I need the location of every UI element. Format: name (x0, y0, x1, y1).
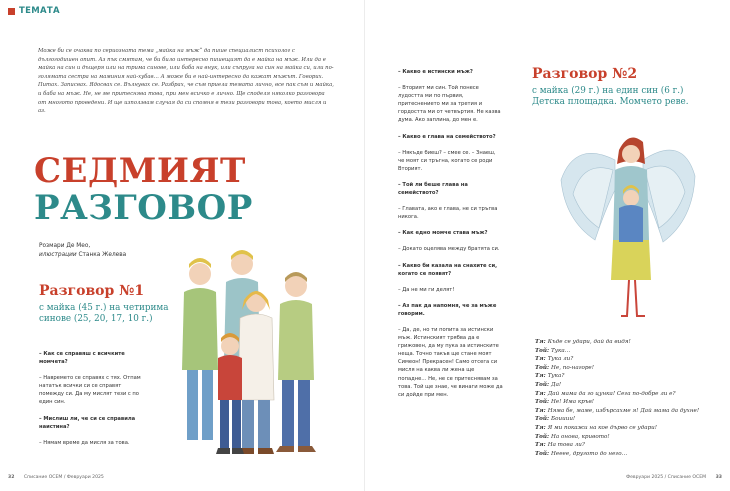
dialog-line (535, 398, 710, 407)
dialog-line (535, 372, 710, 381)
speaker: Той: (535, 399, 550, 406)
conversation-2-subtitle: с майка (29 г.) на един син (6 г.) Детска площадка. Момчето реве. (532, 86, 689, 107)
footer-left (8, 475, 104, 480)
conversation-1-subtitle: с майка (45 г.) на четирима синове (25, 20, 17, 10 г.) (39, 303, 169, 324)
line-text: Дай мама да го цунка! Сега по-добре ли е? (547, 390, 676, 397)
dialog-answer: – Някъде биеш? – смее се. – Знаеш, че моят си тръгна, когато се роди Вторият. (398, 149, 496, 172)
line-text: Няма бе, маме, избърсахме я! Дай мама да духне! (547, 407, 700, 414)
section-tag (8, 6, 60, 16)
dialog-line (535, 364, 710, 373)
speaker: Тя: (535, 407, 546, 414)
dialog-question: – Мислиш ли, че си се справила наистина? (39, 415, 136, 430)
illustrator-name: Станка Желева (78, 252, 127, 258)
dialog-line (535, 433, 710, 442)
illustrator-line (39, 251, 126, 260)
dialog-question: – Аз пак да напомня, че за мъже говорим. (398, 302, 497, 317)
section-square-icon (8, 8, 15, 15)
dialog-question: – Как едно момче става мъж? (398, 230, 488, 237)
page-number-left: 32 (8, 475, 15, 480)
conversation-2-title: Разговор №2 (532, 66, 638, 82)
line-text: Тука… (551, 347, 571, 354)
speaker: Тя: (535, 339, 546, 345)
speaker: Тя: (535, 390, 546, 397)
line-text: Нееее, другото до него… (551, 450, 628, 457)
conversation-2-dialog (535, 338, 710, 458)
credits (39, 242, 126, 260)
line-text: Я ми покажи на кое дърво се удари! (547, 424, 658, 431)
speaker: Той: (535, 416, 550, 423)
dialog-question: – Какво би казала на снахите си, когато се появят? (398, 262, 498, 277)
line-text: На това ли? (547, 442, 585, 449)
speaker: Тя: (535, 424, 546, 431)
speaker: Той: (535, 347, 550, 354)
dialog-line (535, 338, 710, 347)
speaker: Той: (535, 450, 550, 457)
son-right-figure (276, 272, 316, 452)
line-text: Да! (551, 381, 562, 388)
dialog-line (535, 347, 710, 356)
dialog-answer: – Да, де, но ти попита за истински мъж. Истинският трябва да е грижовен, да му пука за истинските неща. Точно такъв ще стане моят Симеон! Прекрасен! Само отсега си мисля на каква ли жена ще попадне… Не, не се притеснявам за това. Той ще знае, че винаги може да си дойде при мен. (398, 326, 503, 398)
conversation-1-continued (398, 68, 503, 407)
dialog-line (535, 415, 710, 424)
line-text: На онова, кривото! (551, 433, 610, 440)
dialog-line (535, 407, 710, 416)
dialog-line (535, 355, 710, 364)
right-wing (643, 150, 695, 242)
dialog-answer: – Навремето се справях с тях. Отпам нататък всички си се справят помежду си. Да му мислят тези с по един син. (39, 375, 141, 406)
dialog-answer: – Вторият ми син. Той понесе лудостта ми по първия, притеснението ми за третия и гордостта ми от четвъртия. Не казва дума. Ако заплина, до мен е. (398, 85, 501, 124)
intro-paragraph: Може би се очаква по сериозната тема „майка на мъж“ да пише специалист психолог с дългогодишен опит. Аз пък смятам, че би било интересно пишещият да е майка на мъж. Или да е майка на син и дъщеря или на трима синове, или баба на внук, или съпруга на син на майка си, или по-голямата сестра на маминия най-хубав… А може би е най-интересно да кажат мъжът. Говорих. Питах. Записвах. Ядосвах се. Вълнувах се. Разбрах, че съм приела темата лично, все пак съм и майка, и баба на мъж. Не, не ме притеснява това, при мен всичко е лично. Ще споделя няколко разговора от многото проведени. И ще използвам случая да си спомня в тези разговори това, което мисля и аз. (38, 48, 334, 115)
title-line-2: РАЗГОВОР (34, 188, 253, 228)
speaker: Тя: (535, 373, 546, 380)
dialog-answer: – Нямам време да мисля за това. (39, 439, 130, 446)
speaker: Той: (535, 433, 550, 440)
illustrations-prefix: илюстрации (39, 252, 77, 258)
speaker: Тя: (535, 356, 546, 363)
dialog-line (535, 450, 710, 459)
dialog-question: – Как се справяш с всичките момчета? (39, 351, 125, 366)
dialog-line (535, 441, 710, 450)
dialog-answer: – Да не ми ги делят! (398, 286, 455, 293)
dialog-question: – Той ли беше глава на семейството? (398, 181, 468, 197)
line-text: Не! Има кръв! (551, 399, 595, 406)
dialog-question: – Какво е истински мъж? (398, 69, 473, 75)
family-illustration (178, 250, 328, 468)
dialog-line (535, 381, 710, 390)
footer-right-text: Февруари 2025 / Списание ОСЕМ (626, 475, 707, 480)
page-number-right: 33 (715, 475, 722, 480)
line-text: Не, по-нагоре! (551, 364, 594, 371)
title-line-1: СЕДМИЯТ (34, 151, 246, 191)
line-text: Тука? (547, 373, 565, 380)
left-wing (561, 153, 615, 240)
line-text: Боииии! (551, 416, 576, 423)
dialog-question: – Какво е глава на семейството? (398, 133, 496, 140)
conversation-1-dialog (39, 350, 141, 455)
section-label: ТЕМАТА (19, 6, 60, 16)
speaker: Тя: (535, 442, 546, 449)
dialog-answer: – Главата, ако е глава, не си тръгва никога. (398, 206, 498, 221)
speaker: Той: (535, 364, 550, 371)
line-text: Тука ли? (547, 356, 574, 363)
son-left-figure (182, 258, 218, 440)
dialog-line (535, 424, 710, 433)
footer-right (626, 475, 722, 480)
conversation-1-title: Разговор №1 (39, 283, 145, 299)
footer-left-text: Списание ОСЕМ / Февруари 2025 (23, 475, 104, 480)
author-name: Розмари Де Мео, (39, 243, 91, 249)
dialog-answer: – Докато оцелява между братята си. (398, 246, 500, 253)
speaker: Той: (535, 381, 550, 388)
line-text: Къде се удари, дай да видя! (547, 339, 631, 345)
dialog-line (535, 390, 710, 399)
mother-angel-illustration (555, 120, 700, 325)
